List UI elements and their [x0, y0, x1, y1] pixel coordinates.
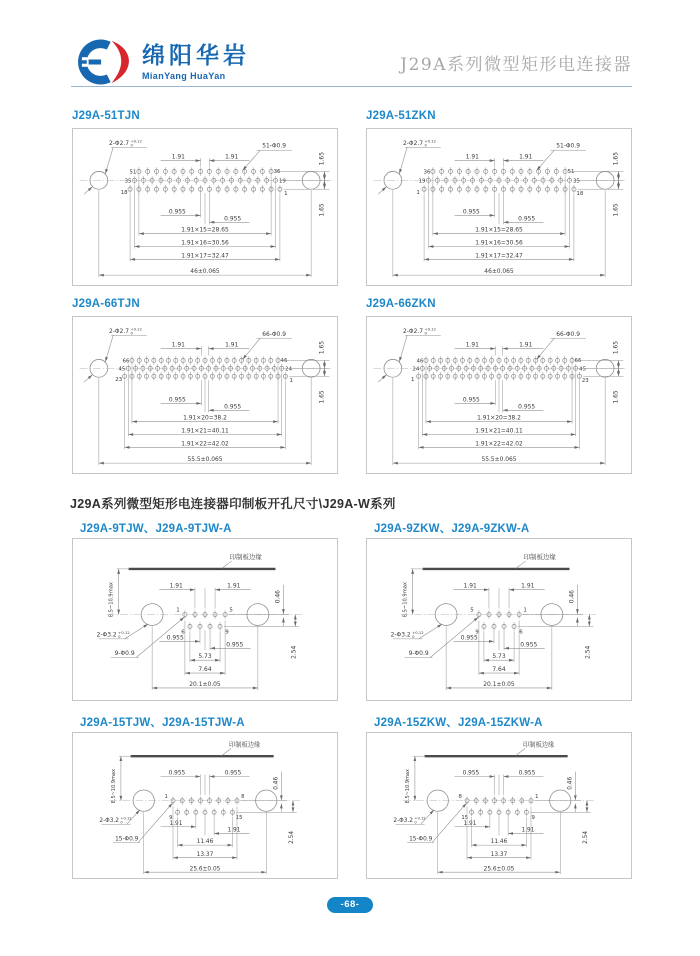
- dim-label: 15-Φ0.9: [409, 836, 433, 843]
- dim-label: 0.955: [224, 216, 242, 223]
- dim-label: 1.91: [225, 154, 239, 161]
- dim-label: 25.6±0.05: [189, 866, 221, 873]
- dim-label: 15-Φ0.9: [115, 836, 139, 843]
- dim-label: 0: [120, 820, 123, 825]
- dim-label: 1: [410, 377, 415, 384]
- dim-label: 1.91×22=42.02: [181, 441, 229, 448]
- figure-j29a-15zkw: [366, 714, 632, 879]
- dim-label: 1.91: [171, 154, 185, 161]
- drawing-panel: [72, 316, 338, 474]
- dim-label: 55.5±0.065: [481, 457, 517, 464]
- drawing-title: J29A-66ZKN: [366, 298, 436, 310]
- dim-label: 55.5±0.065: [187, 457, 223, 464]
- dim-label: 2-Φ3.2: [99, 817, 119, 824]
- dim-label: 0.955: [166, 634, 184, 642]
- dim-label: 0.955: [224, 770, 242, 777]
- drawing-panel: [366, 128, 632, 286]
- dim-label: 35: [572, 178, 580, 185]
- dim-label: 6: [181, 629, 185, 636]
- dim-label: 6: [519, 629, 523, 636]
- pcb-hole-drawing: [73, 733, 337, 878]
- company-logo-icon: [72, 38, 134, 86]
- figure-j29a-51tjn: [72, 110, 338, 286]
- connector-drawing: [73, 317, 337, 473]
- dim-label: 0: [424, 331, 427, 336]
- dim-label: 9-Φ0.9: [114, 650, 135, 658]
- dim-label: +0.12: [118, 631, 130, 636]
- dim-label: 1.91×15=28.65: [475, 227, 523, 234]
- dim-label: 51-Φ0.9: [262, 143, 286, 150]
- dim-label: 1.91: [169, 820, 183, 827]
- dim-label: 9: [225, 629, 229, 636]
- dim-label: 20.1±0.05: [483, 680, 515, 688]
- dim-label: +0.12: [120, 816, 132, 821]
- dim-label: 0.955: [460, 634, 478, 642]
- page-number-badge: -68-: [327, 897, 373, 913]
- brand-name-en: MianYang HuaYan: [142, 70, 226, 81]
- document-title: J29A系列微型矩形电连接器: [400, 55, 632, 75]
- dim-label: 0.46: [273, 776, 280, 790]
- dim-label: 1.91: [227, 827, 241, 834]
- dim-label: 1.91×21=40.11: [181, 428, 229, 435]
- dim-label: 1.65: [319, 390, 326, 404]
- dim-label: 1.91×15=28.65: [181, 227, 229, 234]
- dim-label: 0.955: [520, 641, 538, 649]
- dim-label: 66-Φ0.9: [262, 331, 286, 338]
- dim-label: 5.73: [492, 653, 506, 661]
- dim-label: 5: [470, 607, 474, 614]
- dim-label: 1.91×17=32.47: [475, 253, 523, 260]
- dim-label: 7.64: [492, 666, 506, 674]
- dim-label: 0: [412, 635, 415, 640]
- dim-label: 2-Φ2.7: [403, 328, 423, 335]
- dim-label: 8.5~10.9max: [405, 769, 412, 804]
- dim-label: 45: [118, 366, 126, 373]
- dim-label: 46±0.065: [190, 269, 220, 276]
- dim-label: 35: [124, 178, 132, 185]
- dim-label: +0.12: [424, 327, 436, 332]
- dim-label: 5.73: [198, 653, 212, 661]
- dim-label: 51: [129, 169, 137, 176]
- dim-label: 66-Φ0.9: [556, 331, 580, 338]
- dim-label: 0.955: [168, 397, 186, 404]
- drawing-title: J29A-51ZKN: [366, 110, 436, 122]
- dim-label: 15: [461, 815, 469, 822]
- dim-label: 1.91: [465, 154, 479, 161]
- drawing-title: J29A-15TJW、J29A-15TJW-A: [80, 717, 245, 729]
- dim-label: 24: [412, 366, 420, 373]
- figure-j29a-66tjn: [72, 298, 338, 474]
- dim-label: 15: [235, 815, 243, 822]
- dim-label: 0.955: [462, 770, 480, 777]
- dim-label: 2-Φ2.7: [109, 328, 129, 335]
- dim-label: 1.91: [521, 582, 535, 590]
- dim-label: 1.91: [171, 342, 185, 349]
- dim-label: 1: [176, 607, 180, 614]
- dim-label: 0.955: [168, 209, 186, 216]
- dim-label: 8: [458, 793, 462, 800]
- dim-label: 0.46: [568, 590, 576, 604]
- dim-label: 1.91×20=38.2: [477, 415, 521, 422]
- dim-label: 36: [273, 168, 281, 175]
- drawing-title: J29A-15ZKW、J29A-15ZKW-A: [374, 717, 543, 729]
- dim-label: 0: [130, 143, 133, 148]
- drawing-panel: [72, 128, 338, 286]
- dim-label: 0.955: [518, 216, 536, 223]
- dim-label: 0.955: [226, 641, 244, 649]
- dim-label: 2-Φ3.2: [390, 631, 411, 639]
- dim-label: 1.65: [613, 390, 620, 404]
- dim-label: 13.37: [196, 851, 214, 858]
- dim-label: 13.37: [490, 851, 508, 858]
- dim-label: 1.91: [519, 342, 533, 349]
- figure-j29a-9zkw: [366, 520, 632, 701]
- dim-label: 1.91×22=42.02: [475, 441, 523, 448]
- dim-label: 0.955: [224, 404, 242, 411]
- dim-label: 9: [475, 629, 479, 636]
- dim-label: 1.91×16=30.56: [475, 240, 523, 247]
- dim-label: 9-Φ0.9: [408, 650, 429, 658]
- dim-label: 11.46: [196, 839, 214, 846]
- drawing-title: J29A-66TJN: [72, 298, 140, 310]
- header-logo: [72, 38, 250, 86]
- dim-label: 2.54: [290, 645, 298, 659]
- figure-j29a-51zkn: [366, 110, 632, 286]
- dim-label: 1.91: [519, 154, 533, 161]
- dim-label: 0.955: [518, 404, 536, 411]
- dim-label: 8: [241, 793, 245, 800]
- dim-label: 46±0.065: [484, 269, 514, 276]
- dim-label: 66: [122, 358, 130, 365]
- dim-label: 2-Φ2.7: [403, 140, 423, 147]
- dim-label: 印制板边缘: [522, 741, 555, 749]
- dim-label: 1.91×20=38.2: [183, 415, 227, 422]
- dim-label: 0: [118, 635, 121, 640]
- dim-label: 1: [289, 378, 294, 385]
- dim-label: 印制板边缘: [229, 553, 262, 561]
- connector-drawing: [73, 129, 337, 285]
- drawing-panel: [366, 316, 632, 474]
- dim-label: 1.65: [613, 203, 620, 217]
- figure-j29a-66zkn: [366, 298, 632, 474]
- figure-j29a-9tjw: [72, 520, 338, 701]
- dim-label: 25.6±0.05: [483, 866, 515, 873]
- dim-label: 1.91: [465, 342, 479, 349]
- dim-label: 46: [416, 358, 424, 365]
- dim-label: 46: [280, 357, 288, 364]
- dim-label: 1.91: [521, 827, 535, 834]
- dim-label: 2-Φ3.2: [96, 631, 117, 639]
- connector-drawing: [367, 129, 631, 285]
- dim-label: 20.1±0.05: [189, 680, 221, 688]
- dim-label: 1.91: [169, 582, 183, 590]
- dim-label: 2.54: [582, 830, 589, 844]
- pcb-hole-drawing: [367, 539, 631, 700]
- dim-label: 1.91: [463, 582, 477, 590]
- dim-label: 1.91×16=30.56: [181, 240, 229, 247]
- dim-label: 18: [576, 191, 584, 198]
- dim-label: 8.5~10.9max: [108, 582, 115, 618]
- dim-label: 1.91×17=32.47: [181, 253, 229, 260]
- dim-label: 2.54: [288, 830, 295, 844]
- section-title: J29A系列微型矩形电连接器印制板开孔尺寸\J29A-W系列: [70, 497, 396, 511]
- pcb-hole-drawing: [73, 539, 337, 700]
- dim-label: +0.12: [424, 139, 436, 144]
- brand-text: [142, 43, 250, 80]
- dim-label: 0.955: [518, 770, 536, 777]
- dim-label: +0.12: [130, 139, 142, 144]
- dim-label: 1: [535, 793, 539, 800]
- dim-label: 1: [284, 191, 288, 198]
- dim-label: 0: [414, 820, 417, 825]
- dim-label: 1.65: [319, 203, 326, 217]
- dim-label: 2.54: [584, 645, 592, 659]
- drawing-panel: [72, 538, 338, 701]
- dim-label: 19: [418, 178, 426, 185]
- dim-label: 51: [567, 168, 575, 175]
- pcb-hole-drawing: [367, 733, 631, 878]
- dim-label: 45: [579, 366, 587, 373]
- dim-label: 1.91: [227, 582, 241, 590]
- dim-label: 8.5~10.9max: [402, 582, 409, 618]
- dim-label: 2-Φ3.2: [393, 817, 413, 824]
- dim-label: 0.955: [462, 209, 480, 216]
- connector-drawing: [367, 317, 631, 473]
- drawing-title: J29A-51TJN: [72, 110, 140, 122]
- dim-label: 8.5~10.9max: [111, 769, 118, 804]
- dim-label: 0.46: [567, 776, 574, 790]
- dim-label: 18: [120, 190, 128, 197]
- dim-label: +0.12: [412, 631, 424, 636]
- dim-label: 1.65: [319, 152, 326, 166]
- dim-label: 0: [424, 143, 427, 148]
- dim-label: 0.955: [168, 770, 186, 777]
- drawing-panel: [366, 538, 632, 701]
- drawing-panel: [72, 732, 338, 879]
- dim-label: 9: [169, 815, 173, 822]
- dim-label: 1.91×21=40.11: [475, 428, 523, 435]
- dim-label: 1.91: [463, 820, 477, 827]
- dim-label: 66: [574, 357, 582, 364]
- dim-label: 2-Φ2.7: [109, 140, 129, 147]
- dim-label: 9: [531, 815, 535, 822]
- drawing-title: J29A-9ZKW、J29A-9ZKW-A: [374, 523, 530, 535]
- dim-label: 1.65: [319, 341, 326, 355]
- header-divider: [71, 86, 632, 87]
- dim-label: 1.65: [613, 152, 620, 166]
- dim-label: 1: [164, 793, 168, 800]
- dim-label: 1.91: [225, 342, 239, 349]
- brand-name-cn: 绵阳华岩: [142, 42, 250, 69]
- dim-label: 5: [229, 607, 233, 614]
- drawing-panel: [366, 732, 632, 879]
- dim-label: +0.12: [414, 816, 426, 821]
- dim-label: 19: [278, 178, 286, 185]
- dim-label: 印制板边缘: [228, 741, 261, 749]
- dim-label: 印制板边缘: [523, 553, 556, 561]
- dim-label: 0: [130, 331, 133, 336]
- dim-label: +0.12: [130, 327, 142, 332]
- figure-j29a-15tjw: [72, 714, 338, 879]
- dim-label: 51-Φ0.9: [556, 143, 580, 150]
- dim-label: 23: [581, 378, 589, 385]
- dim-label: 7.64: [198, 666, 212, 674]
- drawing-title: J29A-9TJW、J29A-9TJW-A: [80, 523, 232, 535]
- dim-label: 0.955: [462, 397, 480, 404]
- dim-label: 23: [115, 377, 123, 384]
- dim-label: 1: [523, 607, 527, 614]
- dim-label: 0.46: [274, 590, 282, 604]
- dim-label: 1.65: [613, 341, 620, 355]
- dim-label: 24: [285, 366, 293, 373]
- dim-label: 11.46: [490, 839, 508, 846]
- dim-label: 36: [423, 169, 431, 176]
- dim-label: 1: [416, 190, 420, 197]
